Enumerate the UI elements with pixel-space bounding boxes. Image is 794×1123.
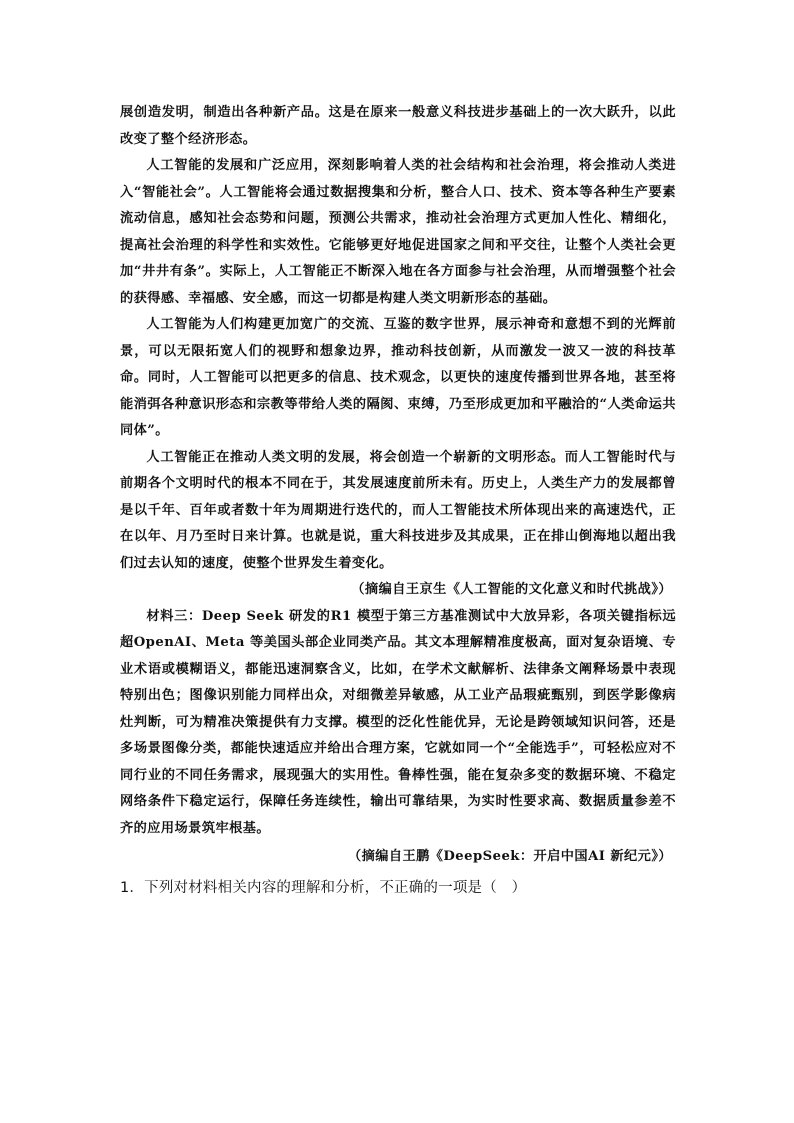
document-page [120, 100, 676, 901]
paragraph-continuation: 展创造发明，制造出各种新产品。这是在原来一般意义科技进步基础上的一次大跃升，以此改变了整个经济形态。 [120, 105, 676, 147]
paragraph-civilization-form: 人工智能正在推动人类文明的发展，将会创造一个崭新的文明形态。而人工智能时代与前期各个文明时代的根本不同在于，其发展速度前所未有。历史上，人类生产力的发展都曾是以千年、百年或者数十年为周期进行迭代的，而人工智能技术所体现出来的高速迭代，正在以年、月乃至时日来计算。也就是说，重大科技进步及其成果，正在排山倒海地以超出我们过去认知的速度，使整个世界发生着变化。 [120, 449, 676, 571]
source-citation-wang-peng: （摘编自王鹏《DeepSeek：开启中国AI 新纪元》） [347, 849, 672, 864]
source-citation-wang-jingsheng: （摘编自王京生《人工智能的文化意义和时代挑战》） [351, 582, 672, 597]
paragraph-digital-world: 人工智能为人们构建更加宽广的交流、互鉴的数字世界，展示神奇和意想不到的光辉前景，可以无限拓宽人们的视野和想象边界，推动科技创新，从而激发一波又一波的科技革命。同时，人工智能可以把更多的信息、技术观念，以更快的速度传播到世界各地，甚至将能消弭各种意识形态和宗教等带给人类的隔阂、束缚，乃至形成更加和平融洽的“人类命运共同体”。 [120, 317, 676, 438]
paragraph-intelligent-society: 人工智能的发展和广泛应用，深刻影响着人类的社会结构和社会治理，将会推动人类进入“智能社会”。人工智能将会通过数据搜集和分析，整合人口、技术、资本等各种生产要素流动信息，感知社会态势和问题，预测公共需求，推动社会治理方式更加人性化、精细化，提高社会治理的科学性和实效性。它能够更好地促进国家之间和平交往，让整个人类社会更加“井井有条”。实际上，人工智能正不断深入地在各方面参与社会治理，从而增强整个社会的获得感、幸福感、安全感，而这一切都是构建人类文明新形态的基础。 [120, 158, 676, 306]
question-one: 1．下列对材料相关内容的理解和分析，不正确的一项是（ ） [120, 879, 527, 896]
paragraph-material-three: 材料三：Deep Seek 研发的R1 模型于第三方基准测试中大放异彩，各项关键指标远超OpenAI、Meta 等美国头部企业同类产品。其文本理解精准度极高，面对复杂语境、专业术语或模糊语义，都能迅速洞察含义，比如，在学术文献解析、法律条文阐释场景中表现特别出色；图像识别能力同样出众，对细微差异敏感，从工业产品瑕疵甄别，到医学影像病灶判断，可为精准决策提供有力支撑。模型的泛化性能优异，无论是跨领域知识问答，还是多场景图像分类，都能快速适应并给出合理方案，它就如同一个“全能选手”，可轻松应对不同行业的不同任务需求，展现强大的实用性。鲁棒性强，能在复杂多变的数据环境、不稳定网络条件下稳定运行，保障任务连续性，输出可靠结果，为实时性要求高、数据质量参差不齐的应用场景筑牢根基。 [120, 608, 676, 836]
